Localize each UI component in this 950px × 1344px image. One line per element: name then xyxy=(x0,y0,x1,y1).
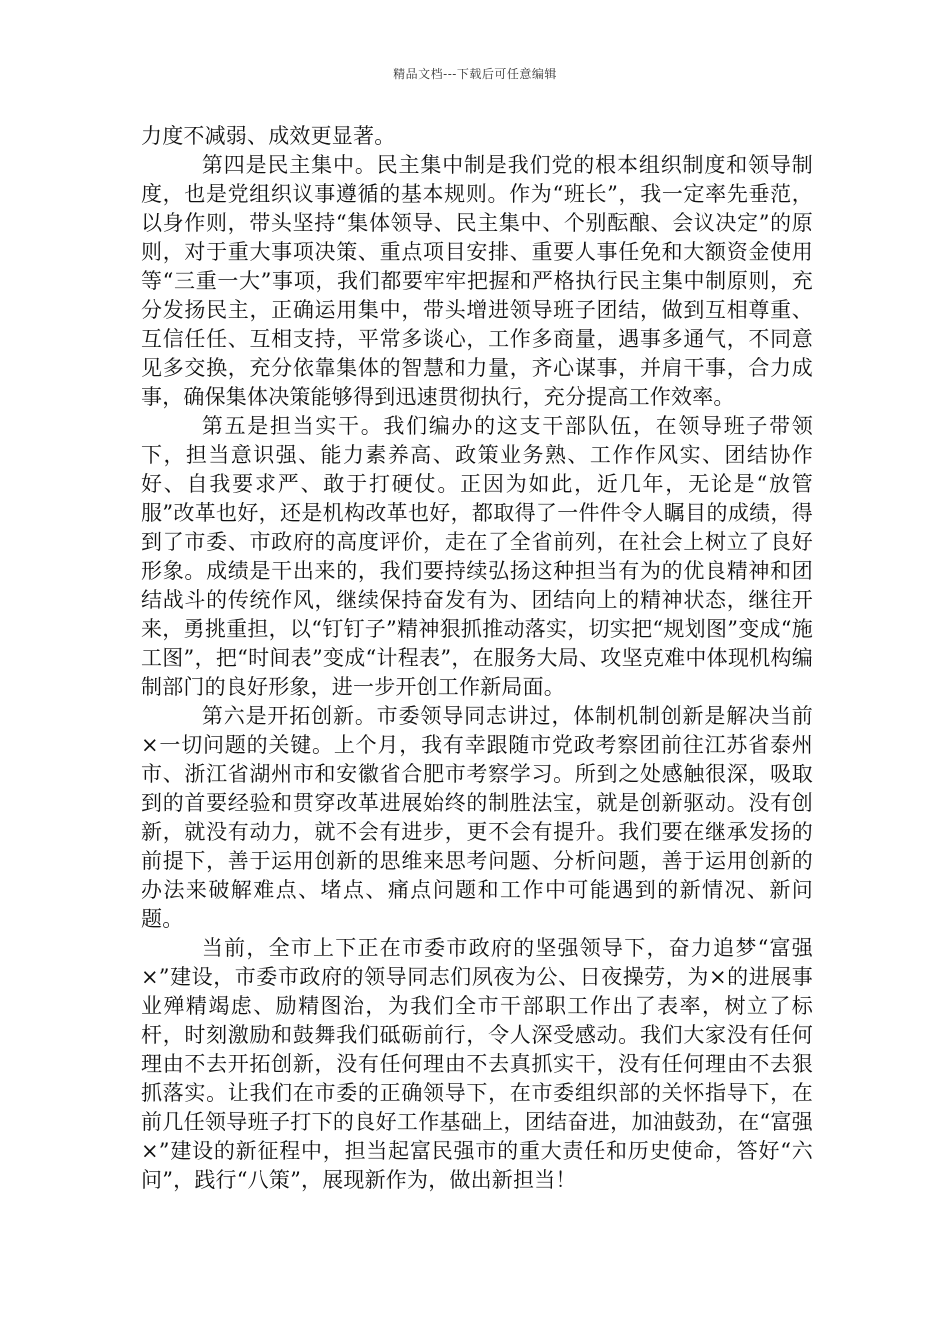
paragraph-innovation: 第六是开拓创新。市委领导同志讲过，体制机制创新是解决当前×一切问题的关键。上个月，我有幸跟随市党政考察团前往江苏省泰州市、浙江省湖州市和安徽省合肥市考察学习。所到之处感触很深，吸取到的首要经验和贯穿改革进展始终的制胜法宝，就是创新驱动。没有创新，就没有动力，就不会有进步，更不会有提升。我们要在继承发扬的前提下，善于运用创新的思维来思考问题、分析问题，善于运用创新的办法来破解难点、堵点、痛点问题和工作中可能遇到的新情况、新问题。 xyxy=(141,704,813,931)
paragraph-conclusion: 当前，全市上下正在市委市政府的坚强领导下，奋力追梦“富强×”建设，市委市政府的领导同志们夙夜为公、日夜操劳，为×的进展事业殚精竭虑、励精图治，为我们全市干部职工作出了表率，树立了标杆，时刻激励和鼓舞我们砥砺前行，令人深受感动。我们大家没有任何理由不去开拓创新，没有任何理由不去真抓实干，没有任何理由不去狠抓落实。让我们在市委的正确领导下，在市委组织部的关怀指导下，在前几任领导班子打下的良好工作基础上，团结奋进，加油鼓劲，在“富强×”建设的新征程中，担当起富民强市的重大责任和历史使命，答好“六问”，践行“八策”，展现新作为，做出新担当！ xyxy=(141,936,813,1192)
paragraph-responsibility: 第五是担当实干。我们编办的这支干部队伍，在领导班子带领下，担当意识强、能力素养高、政策业务熟、工作作风实、团结协作好、自我要求严、敢于打硬仗。正因为如此，近几年，无论是“放管服”改革也好，还是机构改革也好，都取得了一件件令人瞩目的成绩，得到了市委、市政府的高度评价，走在了全省前列，在社会上树立了良好形象。成绩是干出来的，我们要持续弘扬这种担当有为的优良精神和团结战斗的传统作风，继续保持奋发有为、团结向上的精神状态，继往开来，勇挑重担，以“钉钉子”精神狠抓推动落实，切实把“规划图”变成“施工图”，把“时间表”变成“计程表”，在服务大局、攻坚克难中体现机构编制部门的良好形象，进一步开创工作新局面。 xyxy=(141,414,813,699)
page-header: 精品文档---下载后可任意编辑 xyxy=(393,67,557,81)
paragraph-democratic-centralism: 第四是民主集中。民主集中制是我们党的根本组织制度和领导制度，也是党组织议事遵循的基本规则。作为“班长”，我一定率先垂范，以身作则，带头坚持“集体领导、民主集中、个别酝酿、会议决定”的原则，对于重大事项决策、重点项目安排、重要人事任免和大额资金使用等“三重一大”事项，我们都要牢牢把握和严格执行民主集中制原则，充分发扬民主，正确运用集中，带头增进领导班子团结，做到互相尊重、互信任任、互相支持，平常多谈心，工作多商量，遇事多通气，不同意见多交换，充分依靠集体的智慧和力量，齐心谋事，并肩干事，合力成事，确保集体决策能够得到迅速贯彻执行，充分提高工作效率。 xyxy=(141,153,813,409)
paragraph-continuation: 力度不减弱、成效更显著。 xyxy=(141,124,396,148)
document-body xyxy=(141,122,813,1195)
